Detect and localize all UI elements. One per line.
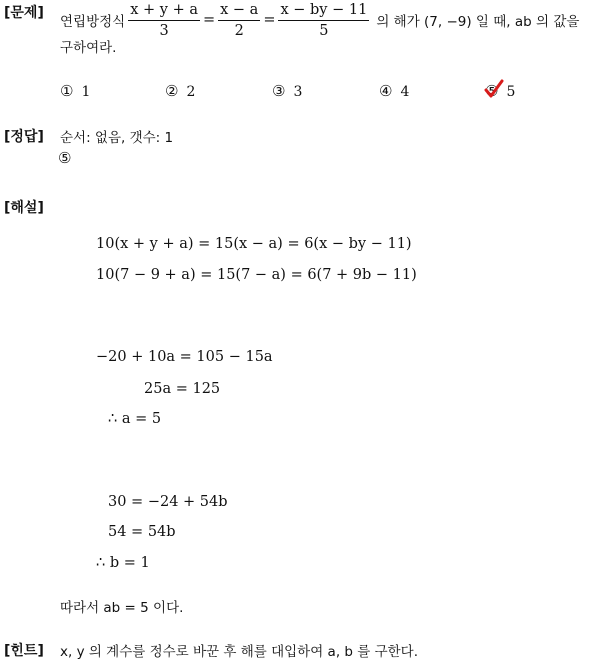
fraction-3-numerator: x − by − 11 — [278, 2, 369, 21]
choice-2-value: 2 — [186, 84, 196, 100]
checkmark-icon — [484, 79, 504, 99]
choice-5-value: 5 — [506, 84, 516, 100]
solution-line-4: 25a = 125 — [144, 381, 221, 397]
choice-4[interactable] — [379, 82, 409, 100]
solution-line-8: ∴ b = 1 — [96, 555, 150, 571]
answer-tag: [정답] — [4, 129, 44, 145]
choice-1[interactable] — [60, 82, 90, 100]
solution-tag: [해설] — [4, 200, 44, 216]
fraction-3 — [278, 2, 369, 39]
hint-tag: [힌트] — [4, 643, 44, 659]
solution-conclusion: 따라서 ab = 5 이다. — [60, 600, 184, 616]
solution-line-3: −20 + 10a = 105 − 15a — [96, 349, 273, 365]
solution-line-1: 10(x + y + a) = 15(x − a) = 6(x − by − 11) — [96, 236, 412, 252]
fraction-2 — [218, 2, 260, 39]
fraction-2-numerator: x − a — [218, 2, 260, 21]
problem-statement — [60, 0, 579, 40]
choice-1-value: 1 — [81, 84, 91, 100]
problem-line-2: 구하여라. — [60, 40, 117, 56]
fraction-2-denominator: 2 — [234, 22, 244, 39]
solution-line-7: 54 = 54b — [108, 524, 176, 540]
problem-suffix: 의 해가 (7, −9) 일 때, ab 의 값을 — [376, 14, 580, 30]
choice-4-number: ④ — [379, 82, 393, 100]
answer-line-2: ⑤ — [58, 149, 72, 167]
choice-5-number: ⑤ — [485, 82, 499, 100]
solution-line-5: ∴ a = 5 — [108, 411, 162, 427]
hint-text: x, y 의 계수를 정수로 바꾼 후 해를 대입하여 a, b 를 구한다. — [60, 644, 419, 660]
fraction-1-numerator: x + y + a — [128, 2, 200, 21]
fraction-3-denominator: 5 — [319, 22, 329, 39]
solution-line-2: 10(7 − 9 + a) = 15(7 − a) = 6(7 + 9b − 11) — [96, 267, 417, 283]
choice-3-number: ③ — [272, 82, 286, 100]
choice-1-number: ① — [60, 82, 74, 100]
fraction-1 — [128, 2, 200, 39]
choice-2[interactable] — [165, 82, 195, 100]
choice-3-value: 3 — [293, 84, 303, 100]
problem-tag: [문제] — [4, 5, 44, 21]
fraction-1-denominator: 3 — [159, 22, 169, 39]
answer-line-1: 순서: 없음, 갯수: 1 — [60, 130, 174, 146]
equals-sign-1: = — [202, 12, 216, 28]
solution-line-6: 30 = −24 + 54b — [108, 494, 228, 510]
choice-4-value: 4 — [400, 84, 410, 100]
problem-prefix: 연립방정식 — [60, 14, 126, 30]
choice-2-number: ② — [165, 82, 179, 100]
choice-3[interactable] — [272, 82, 302, 100]
equals-sign-2: = — [263, 12, 276, 28]
